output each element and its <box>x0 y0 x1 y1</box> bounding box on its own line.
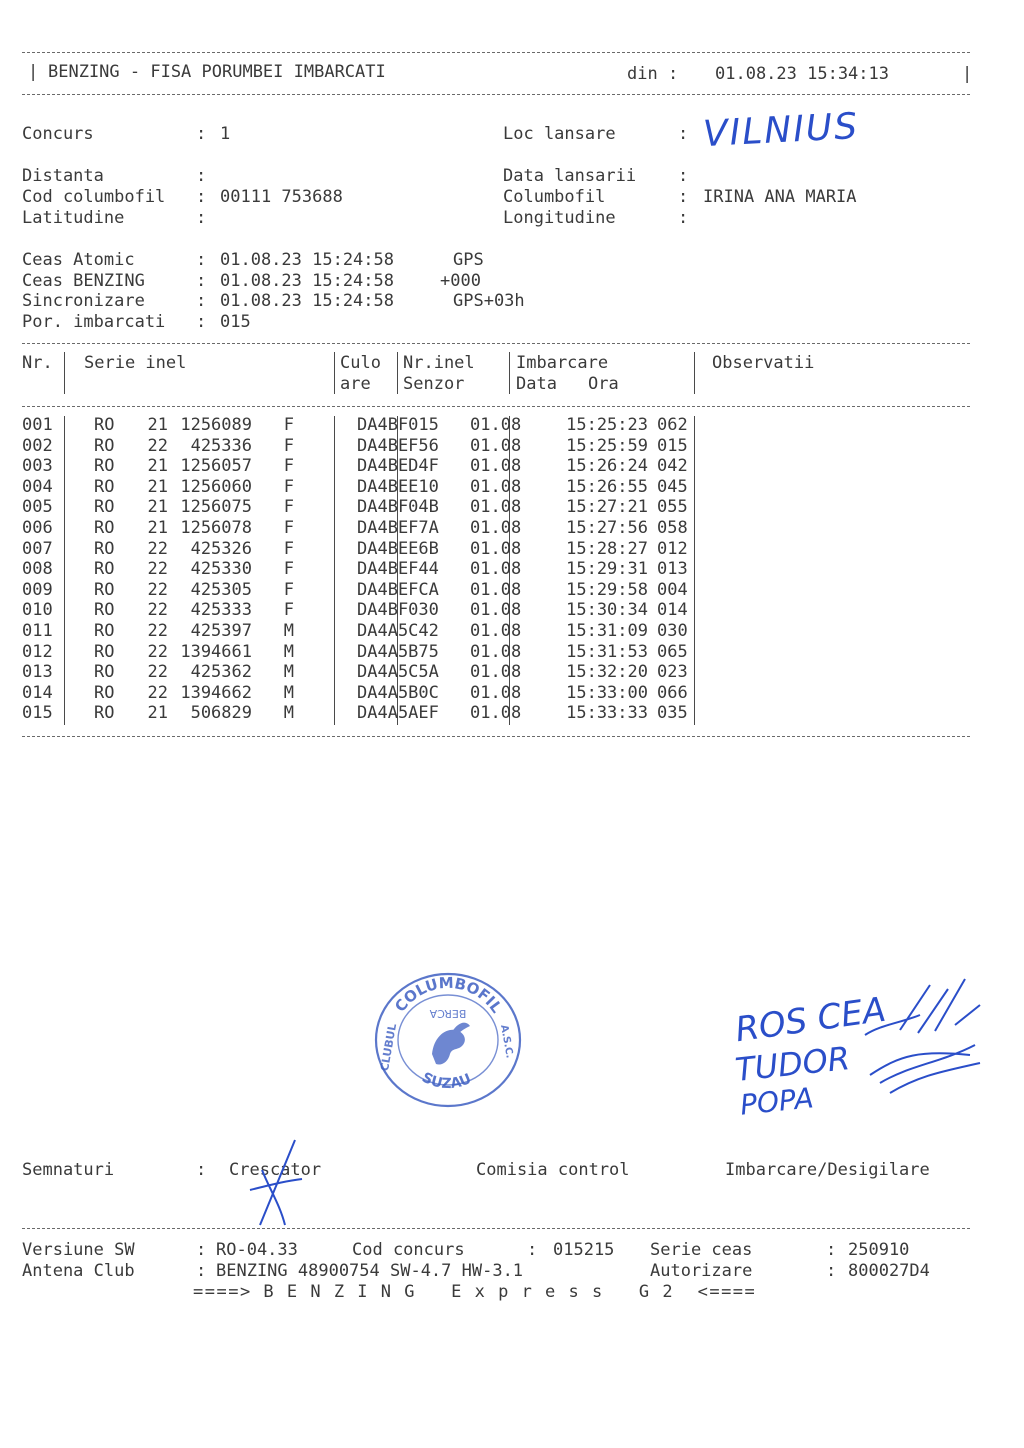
antena-value: BENZING 48900754 SW-4.7 HW-3.1 <box>216 1261 524 1281</box>
row-year: 21 <box>147 703 168 724</box>
row-time: 15:25:23 <box>566 415 648 435</box>
versiune-colon: : <box>196 1240 207 1260</box>
row-nr: 010 <box>22 600 53 621</box>
row-sex: F <box>283 497 294 518</box>
row-country: RO <box>94 538 115 559</box>
row-sex: M <box>283 620 294 641</box>
columbofil-label: Columbofil <box>503 187 606 207</box>
row-time: 15:26:55 <box>566 476 648 497</box>
stamp-inner-text: BERCA <box>429 1007 467 1020</box>
row-nr: 009 <box>22 579 53 600</box>
table-row <box>22 539 717 560</box>
row-nr: 013 <box>22 662 53 683</box>
row-country: RO <box>94 662 115 683</box>
top-border <box>22 52 970 53</box>
row-year: 22 <box>147 662 168 683</box>
row-ring: 425362 <box>190 662 252 683</box>
row-time: 15:26:24 <box>566 456 648 477</box>
versiune-value: RO-04.33 <box>216 1240 298 1260</box>
crescator-label: Crescator <box>229 1160 322 1180</box>
row-color <box>294 559 354 580</box>
row-nr: 012 <box>22 641 53 662</box>
row-time: 15:33:33 <box>566 703 648 724</box>
table-row <box>22 621 717 642</box>
club-stamp <box>372 970 524 1110</box>
table-row <box>22 580 717 601</box>
row-color <box>294 600 354 621</box>
row-ring: 1394661 <box>180 641 252 662</box>
concurs-value: 1 <box>220 124 231 144</box>
row-sensor: DA4BEE6B <box>357 538 439 559</box>
din-value: 01.08.23 15:34:13 <box>715 64 889 84</box>
row-obs: 014 <box>657 600 688 621</box>
doc-title: BENZING - FISA PORUMBEI IMBARCATI <box>48 62 386 82</box>
row-time: 15:30:34 <box>566 600 648 621</box>
row-color <box>294 580 354 601</box>
row-date: 01.08 <box>470 600 522 621</box>
longitudine-colon: : <box>678 208 689 228</box>
row-obs: 066 <box>657 682 688 703</box>
cod-concurs-value: 015215 <box>553 1240 615 1260</box>
col-header-serie: Serie inel <box>84 353 187 373</box>
row-sensor: DA4BEE10 <box>357 476 439 497</box>
table-bottom-border <box>22 736 970 737</box>
header-sep-4 <box>509 352 510 394</box>
row-sex: F <box>283 559 294 580</box>
header-right-bar: | <box>962 64 973 84</box>
latitudine-colon: : <box>196 208 207 228</box>
table-row <box>22 415 717 436</box>
row-sex: F <box>283 415 294 435</box>
row-color <box>294 539 354 560</box>
columbofil-value: IRINA ANA MARIA <box>703 187 857 207</box>
row-color <box>294 518 354 539</box>
sync-value: 01.08.23 15:24:58 <box>220 291 394 311</box>
benzing-banner: ====> B E N Z I N G E x p r e s s G 2 <==== <box>193 1282 757 1302</box>
header-bottom-border <box>22 94 970 95</box>
col-header-nrinel: Nr.inel <box>403 353 475 373</box>
serie-ceas-colon: : <box>826 1240 837 1260</box>
row-time: 15:33:00 <box>566 682 648 703</box>
benzing-clock-label: Ceas BENZING <box>22 271 145 291</box>
row-country: RO <box>94 620 115 641</box>
row-ring: 425305 <box>190 579 252 600</box>
table-row <box>22 518 717 539</box>
atomic-suffix: GPS <box>453 250 484 270</box>
row-obs: 013 <box>657 559 688 580</box>
row-color <box>294 621 354 642</box>
row-nr: 008 <box>22 559 53 580</box>
row-nr: 006 <box>22 517 53 538</box>
row-obs: 023 <box>657 662 688 683</box>
row-ring: 1256075 <box>180 497 252 518</box>
row-country: RO <box>94 456 115 477</box>
col-header-ora: Ora <box>588 374 619 394</box>
columbofil-colon: : <box>678 187 689 207</box>
row-color <box>294 703 354 724</box>
imbarcati-value: 015 <box>220 312 251 332</box>
row-sex: F <box>283 476 294 497</box>
signature-line-2: TUDOR <box>733 1039 852 1089</box>
benzing-clock-suffix: +000 <box>440 271 481 291</box>
stamp-top-text: COLUMBOFIL <box>391 973 506 1017</box>
table-row <box>22 683 717 704</box>
col-header-nr: Nr. <box>22 353 53 373</box>
row-color <box>294 436 354 457</box>
row-obs: 035 <box>657 703 688 724</box>
row-obs: 065 <box>657 641 688 662</box>
row-sensor: DA4A5B0C <box>357 682 439 703</box>
row-country: RO <box>94 703 115 724</box>
row-country: RO <box>94 517 115 538</box>
row-sensor: DA4A5C42 <box>357 620 439 641</box>
atomic-colon: : <box>196 250 207 270</box>
row-ring: 1394662 <box>180 682 252 703</box>
row-date: 01.08 <box>470 456 522 477</box>
imbarcare-desigilare-label: Imbarcare/Desigilare <box>725 1160 930 1180</box>
crescator-signature-scribble <box>240 1135 310 1230</box>
row-ring: 425336 <box>190 435 252 456</box>
signature-scribble-1 <box>860 975 990 1115</box>
loc-label: Loc lansare <box>503 124 616 144</box>
row-date: 01.08 <box>470 641 522 662</box>
distanta-colon: : <box>196 166 207 186</box>
row-time: 15:29:58 <box>566 579 648 600</box>
row-date: 01.08 <box>470 703 522 724</box>
row-country: RO <box>94 497 115 518</box>
row-sensor: DA4BED4F <box>357 456 439 477</box>
col-header-observatii: Observatii <box>712 353 815 373</box>
row-country: RO <box>94 641 115 662</box>
longitudine-label: Longitudine <box>503 208 616 228</box>
serie-ceas-value: 250910 <box>848 1240 910 1260</box>
row-sensor: DA4BF030 <box>357 600 439 621</box>
row-color <box>294 683 354 704</box>
atomic-label: Ceas Atomic <box>22 250 135 270</box>
stamp-left-text: CLUBUL <box>377 1022 400 1073</box>
row-time: 15:31:53 <box>566 641 648 662</box>
row-sensor: DA4BF04B <box>357 497 439 518</box>
row-time: 15:28:27 <box>566 538 648 559</box>
row-ring: 425333 <box>190 600 252 621</box>
row-sensor: DA4A5C5A <box>357 662 439 683</box>
sync-label: Sincronizare <box>22 291 145 311</box>
atomic-value: 01.08.23 15:24:58 <box>220 250 394 270</box>
row-color <box>294 477 354 498</box>
row-year: 22 <box>147 641 168 662</box>
row-year: 22 <box>147 559 168 580</box>
row-sensor: DA4BF015 <box>357 415 439 435</box>
row-country: RO <box>94 435 115 456</box>
autorizare-colon: : <box>826 1261 837 1281</box>
row-nr: 004 <box>22 476 53 497</box>
row-color <box>294 415 354 436</box>
row-color <box>294 456 354 477</box>
imbarcati-colon: : <box>196 312 207 332</box>
header-sep-1 <box>64 352 65 394</box>
col-header-data: Data <box>516 374 557 394</box>
row-sex: M <box>283 662 294 683</box>
row-date: 01.08 <box>470 517 522 538</box>
row-obs: 004 <box>657 579 688 600</box>
footer-top-border <box>22 1228 970 1229</box>
row-sex: F <box>283 600 294 621</box>
col-header-culo: Culo <box>340 353 381 373</box>
autorizare-value: 800027D4 <box>848 1261 930 1281</box>
antena-label: Antena Club <box>22 1261 135 1281</box>
row-year: 21 <box>147 415 168 435</box>
table-row <box>22 642 717 663</box>
row-time: 15:27:21 <box>566 497 648 518</box>
row-nr: 001 <box>22 415 53 435</box>
row-date: 01.08 <box>470 497 522 518</box>
row-date: 01.08 <box>470 662 522 683</box>
data-lansarii-label: Data lansarii <box>503 166 637 186</box>
cod-concurs-label: Cod concurs <box>352 1240 465 1260</box>
row-date: 01.08 <box>470 538 522 559</box>
table-row <box>22 703 717 724</box>
row-nr: 007 <box>22 538 53 559</box>
stamp-bottom-text: SUZAU <box>419 1069 474 1093</box>
pigeons-table <box>22 415 717 724</box>
row-year: 22 <box>147 538 168 559</box>
row-time: 15:32:20 <box>566 662 648 683</box>
signature-line-1: ROS CEA <box>732 989 889 1051</box>
row-ring: 1256089 <box>180 415 252 435</box>
row-year: 21 <box>147 456 168 477</box>
row-sex: F <box>283 456 294 477</box>
semnaturi-colon: : <box>196 1160 207 1180</box>
col-header-culo-2: are <box>340 374 371 394</box>
cod-label: Cod columbofil <box>22 187 166 207</box>
row-obs: 012 <box>657 538 688 559</box>
row-year: 21 <box>147 497 168 518</box>
row-nr: 003 <box>22 456 53 477</box>
row-date: 01.08 <box>470 579 522 600</box>
latitudine-label: Latitudine <box>22 208 125 228</box>
concurs-colon: : <box>196 124 207 144</box>
table-row <box>22 436 717 457</box>
loc-value-handwritten: VILNIUS <box>702 105 861 156</box>
table-row <box>22 559 717 580</box>
autorizare-label: Autorizare <box>650 1261 753 1281</box>
row-obs: 030 <box>657 620 688 641</box>
row-year: 22 <box>147 435 168 456</box>
header-left-bar: | <box>28 62 39 82</box>
row-ring: 425330 <box>190 559 252 580</box>
row-time: 15:31:09 <box>566 620 648 641</box>
row-sensor: DA4BEF56 <box>357 435 439 456</box>
row-color <box>294 497 354 518</box>
table-row <box>22 662 717 683</box>
row-date: 01.08 <box>470 620 522 641</box>
concurs-label: Concurs <box>22 124 94 144</box>
row-obs: 015 <box>657 435 688 456</box>
row-nr: 015 <box>22 703 53 724</box>
row-sex: M <box>283 703 294 724</box>
header-sep-2 <box>334 352 335 394</box>
comisia-label: Comisia control <box>476 1160 630 1180</box>
pigeon-icon <box>432 1023 470 1065</box>
row-color <box>294 662 354 683</box>
row-ring: 506829 <box>190 703 252 724</box>
row-date: 01.08 <box>470 435 522 456</box>
cod-value: 00111 753688 <box>220 187 343 207</box>
row-ring: 425397 <box>190 620 252 641</box>
versiune-label: Versiune SW <box>22 1240 135 1260</box>
signature-line-3: POPA <box>738 1081 816 1122</box>
row-sensor: DA4BEF7A <box>357 517 439 538</box>
row-country: RO <box>94 579 115 600</box>
row-country: RO <box>94 476 115 497</box>
row-year: 22 <box>147 620 168 641</box>
row-nr: 005 <box>22 497 53 518</box>
row-time: 15:29:31 <box>566 559 648 580</box>
row-ring: 1256060 <box>180 476 252 497</box>
loc-colon: : <box>678 124 689 144</box>
row-date: 01.08 <box>470 476 522 497</box>
header-sep-5 <box>694 352 695 394</box>
row-color <box>294 642 354 663</box>
row-sex: F <box>283 517 294 538</box>
sync-colon: : <box>196 291 207 311</box>
row-obs: 055 <box>657 497 688 518</box>
stamp-right-text: A.S.C. <box>498 1023 515 1060</box>
row-date: 01.08 <box>470 682 522 703</box>
row-country: RO <box>94 415 115 435</box>
row-sensor: DA4A5AEF <box>357 703 439 724</box>
row-sex: M <box>283 682 294 703</box>
row-year: 21 <box>147 476 168 497</box>
row-date: 01.08 <box>470 559 522 580</box>
row-ring: 1256057 <box>180 456 252 477</box>
row-year: 21 <box>147 517 168 538</box>
sync-suffix: GPS+03h <box>453 291 525 311</box>
row-sensor: DA4A5B75 <box>357 641 439 662</box>
row-sex: F <box>283 538 294 559</box>
serie-ceas-label: Serie ceas <box>650 1240 753 1260</box>
cod-colon: : <box>196 187 207 207</box>
col-header-imbarcare: Imbarcare <box>516 353 609 373</box>
header-sep-3 <box>397 352 398 394</box>
benzing-clock-value: 01.08.23 15:24:58 <box>220 271 394 291</box>
row-year: 22 <box>147 600 168 621</box>
row-obs: 045 <box>657 476 688 497</box>
row-sensor: DA4BEFCA <box>357 579 439 600</box>
row-nr: 011 <box>22 620 53 641</box>
row-nr: 002 <box>22 435 53 456</box>
din-label: din : <box>627 64 679 84</box>
row-sex: F <box>283 435 294 456</box>
row-obs: 058 <box>657 517 688 538</box>
row-year: 22 <box>147 682 168 703</box>
row-sex: F <box>283 579 294 600</box>
row-date: 01.08 <box>470 415 522 435</box>
row-obs: 042 <box>657 456 688 477</box>
antena-colon: : <box>196 1261 207 1281</box>
table-top-border <box>22 343 970 344</box>
row-time: 15:25:59 <box>566 435 648 456</box>
row-sensor: DA4BEF44 <box>357 559 439 580</box>
benzing-clock-colon: : <box>196 271 207 291</box>
row-year: 22 <box>147 579 168 600</box>
cod-concurs-colon: : <box>527 1240 538 1260</box>
row-ring: 1256078 <box>180 517 252 538</box>
row-country: RO <box>94 559 115 580</box>
table-row <box>22 600 717 621</box>
semnaturi-label: Semnaturi <box>22 1160 115 1180</box>
row-country: RO <box>94 600 115 621</box>
data-lansarii-colon: : <box>678 166 689 186</box>
distanta-label: Distanta <box>22 166 104 186</box>
imbarcati-label: Por. imbarcati <box>22 312 166 332</box>
row-obs: 062 <box>657 415 688 435</box>
table-row <box>22 456 717 477</box>
row-ring: 425326 <box>190 538 252 559</box>
col-header-senzor: Senzor <box>403 374 465 394</box>
table-header-border <box>22 406 970 407</box>
row-sex: M <box>283 641 294 662</box>
row-country: RO <box>94 682 115 703</box>
table-row <box>22 497 717 518</box>
table-row <box>22 477 717 498</box>
row-time: 15:27:56 <box>566 517 648 538</box>
row-nr: 014 <box>22 682 53 703</box>
